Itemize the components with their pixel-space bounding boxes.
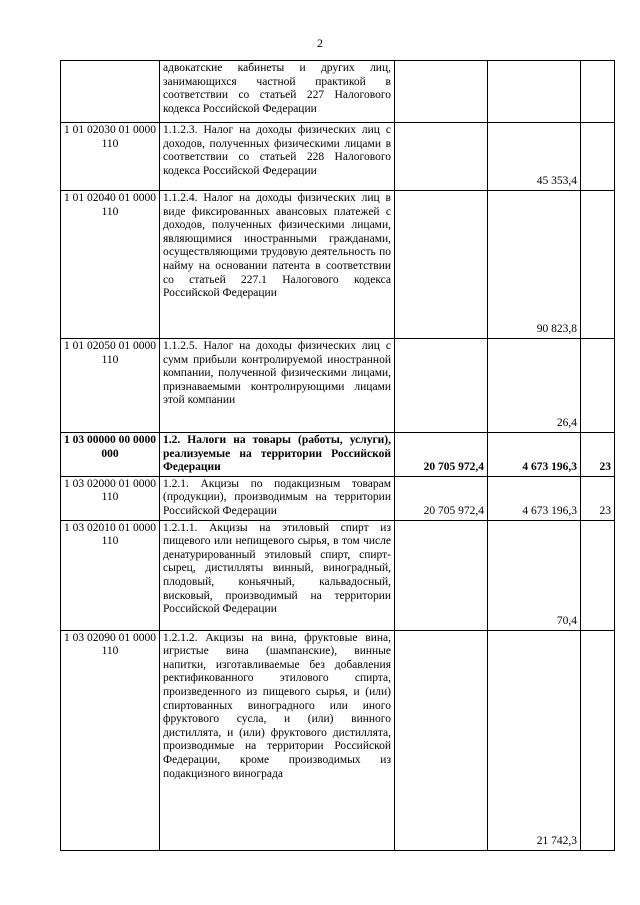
- table-row: [61, 630, 615, 850]
- item-name-cell: 1.1.2.3. Налог на доходы физических лиц с доходов, полученных физическими лицами в соответствии со статьей 228 Налогового кодекса Российской Федерации: [160, 123, 395, 191]
- percent-cell: [581, 339, 615, 433]
- table-row: [61, 339, 615, 433]
- executed-amount-cell: 26,4: [488, 339, 581, 433]
- table-row: [61, 123, 615, 191]
- plan-amount-cell: [395, 123, 488, 191]
- table-row: [61, 476, 615, 520]
- budget-code-cell: 1 01 02050 01 0000 110: [61, 339, 160, 433]
- plan-amount-cell: [395, 339, 488, 433]
- budget-code-cell: 1 03 00000 00 0000 000: [61, 433, 160, 477]
- percent-cell: 23: [581, 476, 615, 520]
- budget-code-cell: 1 03 02010 01 0000 110: [61, 520, 160, 630]
- executed-amount-cell: 21 742,3: [488, 630, 581, 850]
- percent-cell: 23: [581, 433, 615, 477]
- plan-amount-cell: [395, 61, 488, 123]
- percent-cell: [581, 61, 615, 123]
- executed-amount-cell: 70,4: [488, 520, 581, 630]
- revenue-table-body: [61, 61, 615, 851]
- budget-code-cell: 1 01 02040 01 0000 110: [61, 191, 160, 339]
- item-name-cell: 1.1.2.5. Налог на доходы физических лиц с сумм прибыли контролируемой иностранной компании, полученной физическими лицами, признаваемыми контролирующими лицами этой компании: [160, 339, 395, 433]
- percent-cell: [581, 191, 615, 339]
- percent-cell: [581, 123, 615, 191]
- executed-amount-cell: 90 823,8: [488, 191, 581, 339]
- plan-amount-cell: [395, 191, 488, 339]
- budget-code-cell: 1 03 02000 01 0000 110: [61, 476, 160, 520]
- item-name-cell: 1.2.1.2. Акцизы на вина, фруктовые вина, игристые вина (шампанские), винные напитки, изготавливаемые без добавления ректификованного этилового спирта, произведенного из пищевого сырья, и (или) спиртованных виноградного или иного фруктового сусла, и (или) винного дистиллята, и (или) фруктового дистиллята, производимые на территории Российской Федерации, кроме производимых из подакцизного винограда: [160, 630, 395, 850]
- table-row: [61, 61, 615, 123]
- budget-code-cell: 1 03 02090 01 0000 110: [61, 630, 160, 850]
- table-row: [61, 191, 615, 339]
- plan-amount-cell: [395, 630, 488, 850]
- item-name-cell: 1.1.2.4. Налог на доходы физических лиц в виде фиксированных авансовых платежей с доходов, полученных физическими лицами, являющимися иностранными гражданами, осуществляющими трудовую деятельность по найму на основании патента в соответствии со статьей 227.1 Налогового кодекса Российской Федерации: [160, 191, 395, 339]
- executed-amount-cell: 4 673 196,3: [488, 433, 581, 477]
- table-row: [61, 433, 615, 477]
- percent-cell: [581, 630, 615, 850]
- plan-amount-cell: 20 705 972,4: [395, 476, 488, 520]
- plan-amount-cell: 20 705 972,4: [395, 433, 488, 477]
- table-row: [61, 520, 615, 630]
- executed-amount-cell: 45 353,4: [488, 123, 581, 191]
- executed-amount-cell: 4 673 196,3: [488, 476, 581, 520]
- budget-code-cell: 1 01 02030 01 0000 110: [61, 123, 160, 191]
- item-name-cell: 1.2.1. Акцизы по подакцизным товарам (продукции), производимым на территории Российской Федерации: [160, 476, 395, 520]
- item-name-cell: 1.2.1.1. Акцизы на этиловый спирт из пищевого или непищевого сырья, в том числе денатурированный этиловый спирт, спирт-сырец, дистилляты винный, виноградный, плодовый, коньячный, кальвадосный, висковый, производимый на территории Российской Федерации: [160, 520, 395, 630]
- executed-amount-cell: [488, 61, 581, 123]
- budget-code-cell: [61, 61, 160, 123]
- page-number: 2: [317, 36, 323, 50]
- item-name-cell: 1.2. Налоги на товары (работы, услуги), реализуемые на территории Российской Федерации: [160, 433, 395, 477]
- item-name-cell: адвокатские кабинеты и других лиц, занимающихся частной практикой в соответствии со статьей 227 Налогового кодекса Российской Федерации: [160, 61, 395, 123]
- plan-amount-cell: [395, 520, 488, 630]
- percent-cell: [581, 520, 615, 630]
- revenue-table: [60, 60, 615, 851]
